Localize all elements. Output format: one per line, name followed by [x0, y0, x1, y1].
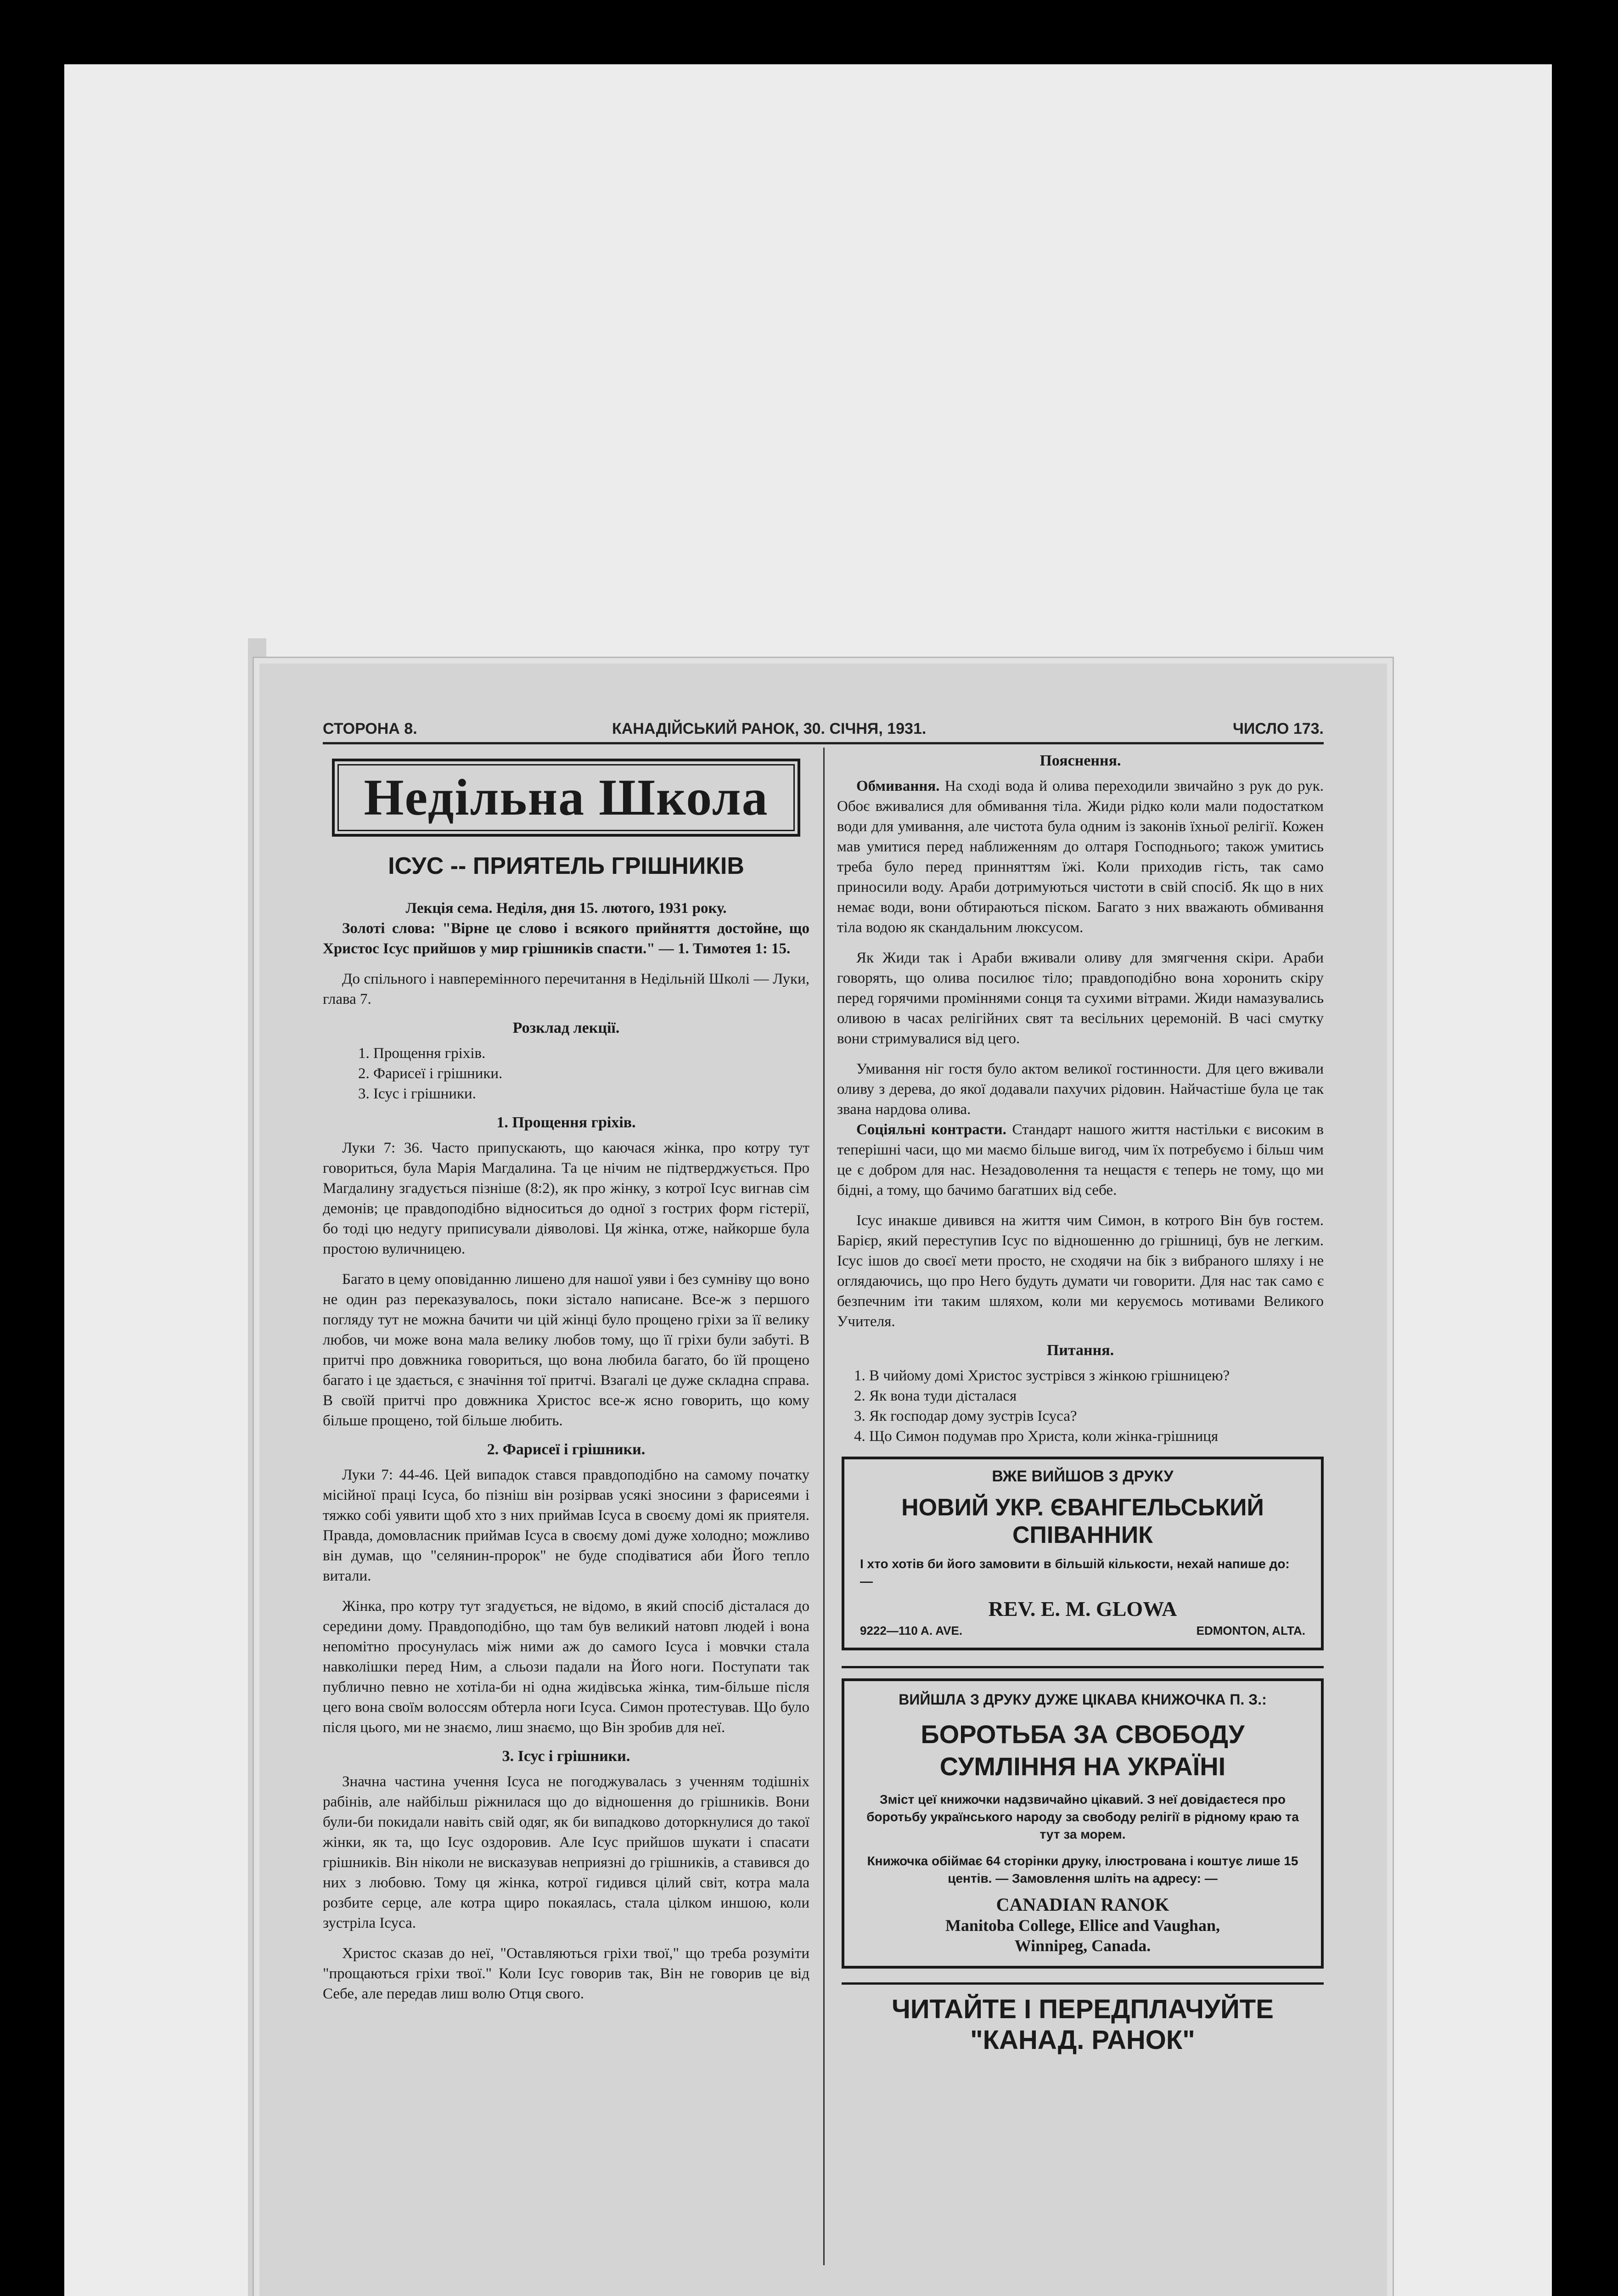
- ad-title: БОРОТЬБА ЗА СВОБОДУ СУМЛІННЯ НА УКРАЇНІ: [921, 1720, 1245, 1781]
- left-column: [323, 752, 809, 2265]
- questions-list: [869, 1366, 1324, 1446]
- paragraph: Христос сказав до неї, "Оставляються гріхи твої," що треба розуміти "прощаються гріхи твої." Коли Ісус говорив так, Він не говорив це від Себе, але передав лиш волю Отця свого.: [323, 1945, 809, 2002]
- ad-body: Зміст цеї книжочки надзвичайно цікавий. З неї довідаєтеся про боротьбу українського народу за свободу релігії в рідному краю та тут за морем.: [866, 1792, 1299, 1841]
- lesson-date: Лекція сема. Неділя, дня 15. лютого, 1931 року.: [405, 900, 727, 917]
- list-item: 1. В чийому домі Христос зустрівся з жінкою грішницею?: [869, 1366, 1324, 1386]
- header-rule: [323, 742, 1324, 744]
- outline-list: [373, 1043, 809, 1104]
- list-item: 2. Як вона туди дісталася: [869, 1386, 1324, 1406]
- divider: [842, 1982, 1324, 1985]
- paragraph-lead: Соціяльні контрасти.: [856, 1121, 1006, 1138]
- golden-words: Золоті слова: "Вірне це слово і всякого прийняття достойне, що Христос Ісус прийшов у мир грішників спасти." — 1. Тимотея 1: 15.: [323, 920, 809, 957]
- ad-street: 9222—110 A. AVE.: [860, 1624, 963, 1638]
- questions-heading: Питання.: [1046, 1342, 1114, 1359]
- divider: [842, 1666, 1324, 1668]
- ad-body: І хто хотів би його замовити в більшій кількости, нехай напише до: —: [860, 1557, 1290, 1588]
- booklet-advertisement: [842, 1678, 1324, 1969]
- column-rule: [823, 748, 825, 2265]
- ad-contact-name: CANADIAN RANOK: [996, 1894, 1169, 1915]
- list-item: 4. Що Симон подумав про Христа, коли жінка-грішниця: [869, 1426, 1324, 1446]
- reading-note: До спільного і навперемінного перечитання в Недільній Школі — Луки, глава 7.: [323, 971, 809, 1007]
- ad-kicker: ВИЙШЛА З ДРУКУ ДУЖЕ ЦІКАВА КНИЖОЧКА П. З.:: [899, 1691, 1267, 1708]
- right-column: [837, 752, 1324, 2265]
- section-heading: 1. Прощення гріхів.: [496, 1114, 636, 1131]
- paragraph: Умивання ніг гостя було актом великої гостинности. Для цего вживали оливу з дерева, до якої додавали пахучих рідовин. Найчастіше була це так звана нардова олива.: [837, 1061, 1324, 1118]
- ad-title: НОВИЙ УКР. ЄВАНГЕЛЬСЬКИЙ СПІВАННИК: [901, 1494, 1264, 1548]
- songbook-advertisement: [842, 1457, 1324, 1650]
- page-number: СТОРОНА 8.: [323, 720, 417, 737]
- ad-address: [860, 1624, 1305, 1640]
- paper-dateline: КАНАДІЙСЬКИЙ РАНОК, 30. СІЧНЯ, 1931.: [612, 720, 927, 737]
- paragraph: Значна частина учення Ісуса не погоджувалась з ученням тодішніх рабінів, але найбільш ріжнилася що до відношення до грішників. Вони були-би покидали навіть свій одяг, як би випадково доторкнулися до такої жінки, як та, що Ісус оздоровив. Але Ісус прийшов шукати і спасати грішників. Він ніколи не висказував неприязні до грішників, а ставився до них з любовю. Тому ця жінка, котрої гидився цілий світ, котра мала розбите серце, але котра щиро покаялась, стала цілком иншою, коли зустріла Ісуса.: [323, 1773, 809, 1931]
- section-heading: 3. Ісус і грішники.: [502, 1748, 630, 1765]
- masthead-box: [332, 759, 800, 837]
- page-header: [323, 720, 1324, 739]
- paragraph-lead: Обмивання.: [856, 778, 940, 794]
- paragraph: Жінка, про котру тут згадується, не відомо, в який спосіб дісталася до середини дому. Правдоподібно, що там був великий натовп людей і вона непомітно просунулась між ними аж до самого Ісуса і мовчки стала навколішки перед Ним, а сльози падали на Його ноги. Поступати так публично певно не хотіла-би ні одна жидівська жінка, тим-більше після цего вона своїм волоссям обтерла ноги Ісуса. Симон протестував. Що було після цього, ми не знаємо, лиш знаємо, що Він зробив для неї.: [323, 1598, 809, 1736]
- list-item: 2. Фарисеї і грішники.: [373, 1064, 809, 1084]
- list-item: 3. Ісус і грішники.: [373, 1084, 809, 1104]
- ad-body: Книжочка обіймає 64 сторінки друку, ілюстрована і коштує лише 15 центів. — Замовлення шліть на адресу: —: [867, 1854, 1298, 1885]
- ad-kicker: ВЖЕ ВИЙШОВ З ДРУКУ: [992, 1468, 1174, 1485]
- ad-city: EDMONTON, ALTA.: [1196, 1624, 1305, 1638]
- outline-heading: Розклад лекції.: [512, 1019, 620, 1036]
- section-heading: 2. Фарисеї і грішники.: [487, 1441, 646, 1458]
- paragraph: Ісус инакше дивився на життя чим Симон, в котрого Він був гостем. Барієр, який переступив Ісус по відношенню до грішниці, був не легким. Ісус ішов до своєї мети просто, не сходячи на бік з вибраного шляху і не оглядаючись, що про Него будуть думати чи говорити. Для нас так само є безпечним іти таким шляхом, коли ми керуємось мотивами Великого Учителя.: [837, 1212, 1324, 1330]
- paragraph-text: Стандарт нашого життя настільки є високим в теперішні часи, що ми маємо більше вигод, чим їх потребуємо і більш чим це є добром для нас. Незадоволення та нещастя є теперь не тому, що ми бідні, а тому, що бачимо багатших від себе.: [837, 1121, 1324, 1199]
- ad-contact-name: REV. E. M. GLOWA: [988, 1597, 1177, 1621]
- paragraph: Як Жиди так і Араби вживали оливу для змягчення скіри. Араби говорять, що олива посилює тіло; правдоподібно вона хоронить скіру перед горячими проміннями сонця та сухими вітрами. Жиди намазувались оливою в часах релігійних свят та весільних церемоній. В часі смутку вони стримувалися від цего.: [837, 950, 1324, 1047]
- lesson-title: ІСУС -- ПРИЯТЕЛЬ ГРІШНИКІВ: [388, 853, 744, 879]
- paragraph: Луки 7: 36. Часто припускають, що каючася жінка, про котру тут говориться, була Марія Магдалина. Та це нічим не підтверджується. Про Магдалину згадується пізніше (8:2), як про жінку, з котрої Ісус вигнав сім демонів; це правдоподібно відноситься до одної з гострих форм гістерії, бо тоді цю недугу приписували діяволові. Ця жінка, отже, найкорше була простою вуличницею.: [323, 1140, 809, 1257]
- paragraph: Луки 7: 44-46. Цей випадок стався правдоподібно на самому початку місійної праці Ісуса, бо пізніш він розірвав усякі зносини з фарисеями і тяжко собі уявити щоб хто з них приймав Ісуса в своєму домі як приятеля. Правда, домовласник приймав Ісуса в своєму домі дуже холодно; можливо він думав, що "селянин-пророк" не буде сподіватися аби Його тепло витали.: [323, 1467, 809, 1584]
- paragraph: [837, 776, 1324, 938]
- paragraph: Багато в цему оповіданню лишено для нашої уяви і без сумніву що воно не один раз переказувалось, поки зістало написане. Все-ж з першого погляду тут не можна бачити чи цій жінці було прощено гріхи за її велику любов, чи може вона мала велику любов тому, що її гріхи були забуті. В притчі про довжника говориться, що вона любила багато, бо їй прощено багато і це здається, є значіння тої притчі. Взагалі це дуже складна справа. В своїй притчі про довжника Христос все-ж ясно говорить, що кому більше прощено, той більше любить.: [323, 1271, 809, 1429]
- ad-address-line: Winnipeg, Canada.: [1014, 1936, 1151, 1955]
- subscription-slogan: ЧИТАЙТЕ І ПЕРЕДПЛАЧУЙТЕ "КАНАД. РАНОК": [892, 1994, 1274, 2055]
- masthead-title: Недільна Школа: [337, 764, 795, 831]
- ad-address-line: Manitoba College, Ellice and Vaughan,: [945, 1916, 1220, 1935]
- list-item: 1. Прощення гріхів.: [373, 1043, 809, 1064]
- list-item: 3. Як господар дому зустрів Ісуса?: [869, 1406, 1324, 1426]
- newspaper-page: [253, 657, 1394, 2296]
- paragraph: [837, 1120, 1324, 1200]
- paragraph-text: На сході вода й олива переходили звичайно з рук до рук. Обоє вживалися для обмивання тіла. Жиди рідко коли мали подостатком води для умивання, але чистота була одним із законів їхньої релігії. Кожен мав умитися перед наближенням до олтаря Господнього; також умитись треба було перед принняттям їжі. Коли приходив гість, так само приносили воду. Араби дотримуються чистоти в свій спосіб. Як що в них немає води, вони обтираються піском. Багато з них вважають обмивання тіла водою як скандальним люксусом.: [837, 778, 1324, 936]
- explanations-heading: Пояснення.: [1039, 752, 1121, 769]
- issue-number: ЧИСЛО 173.: [1233, 720, 1324, 737]
